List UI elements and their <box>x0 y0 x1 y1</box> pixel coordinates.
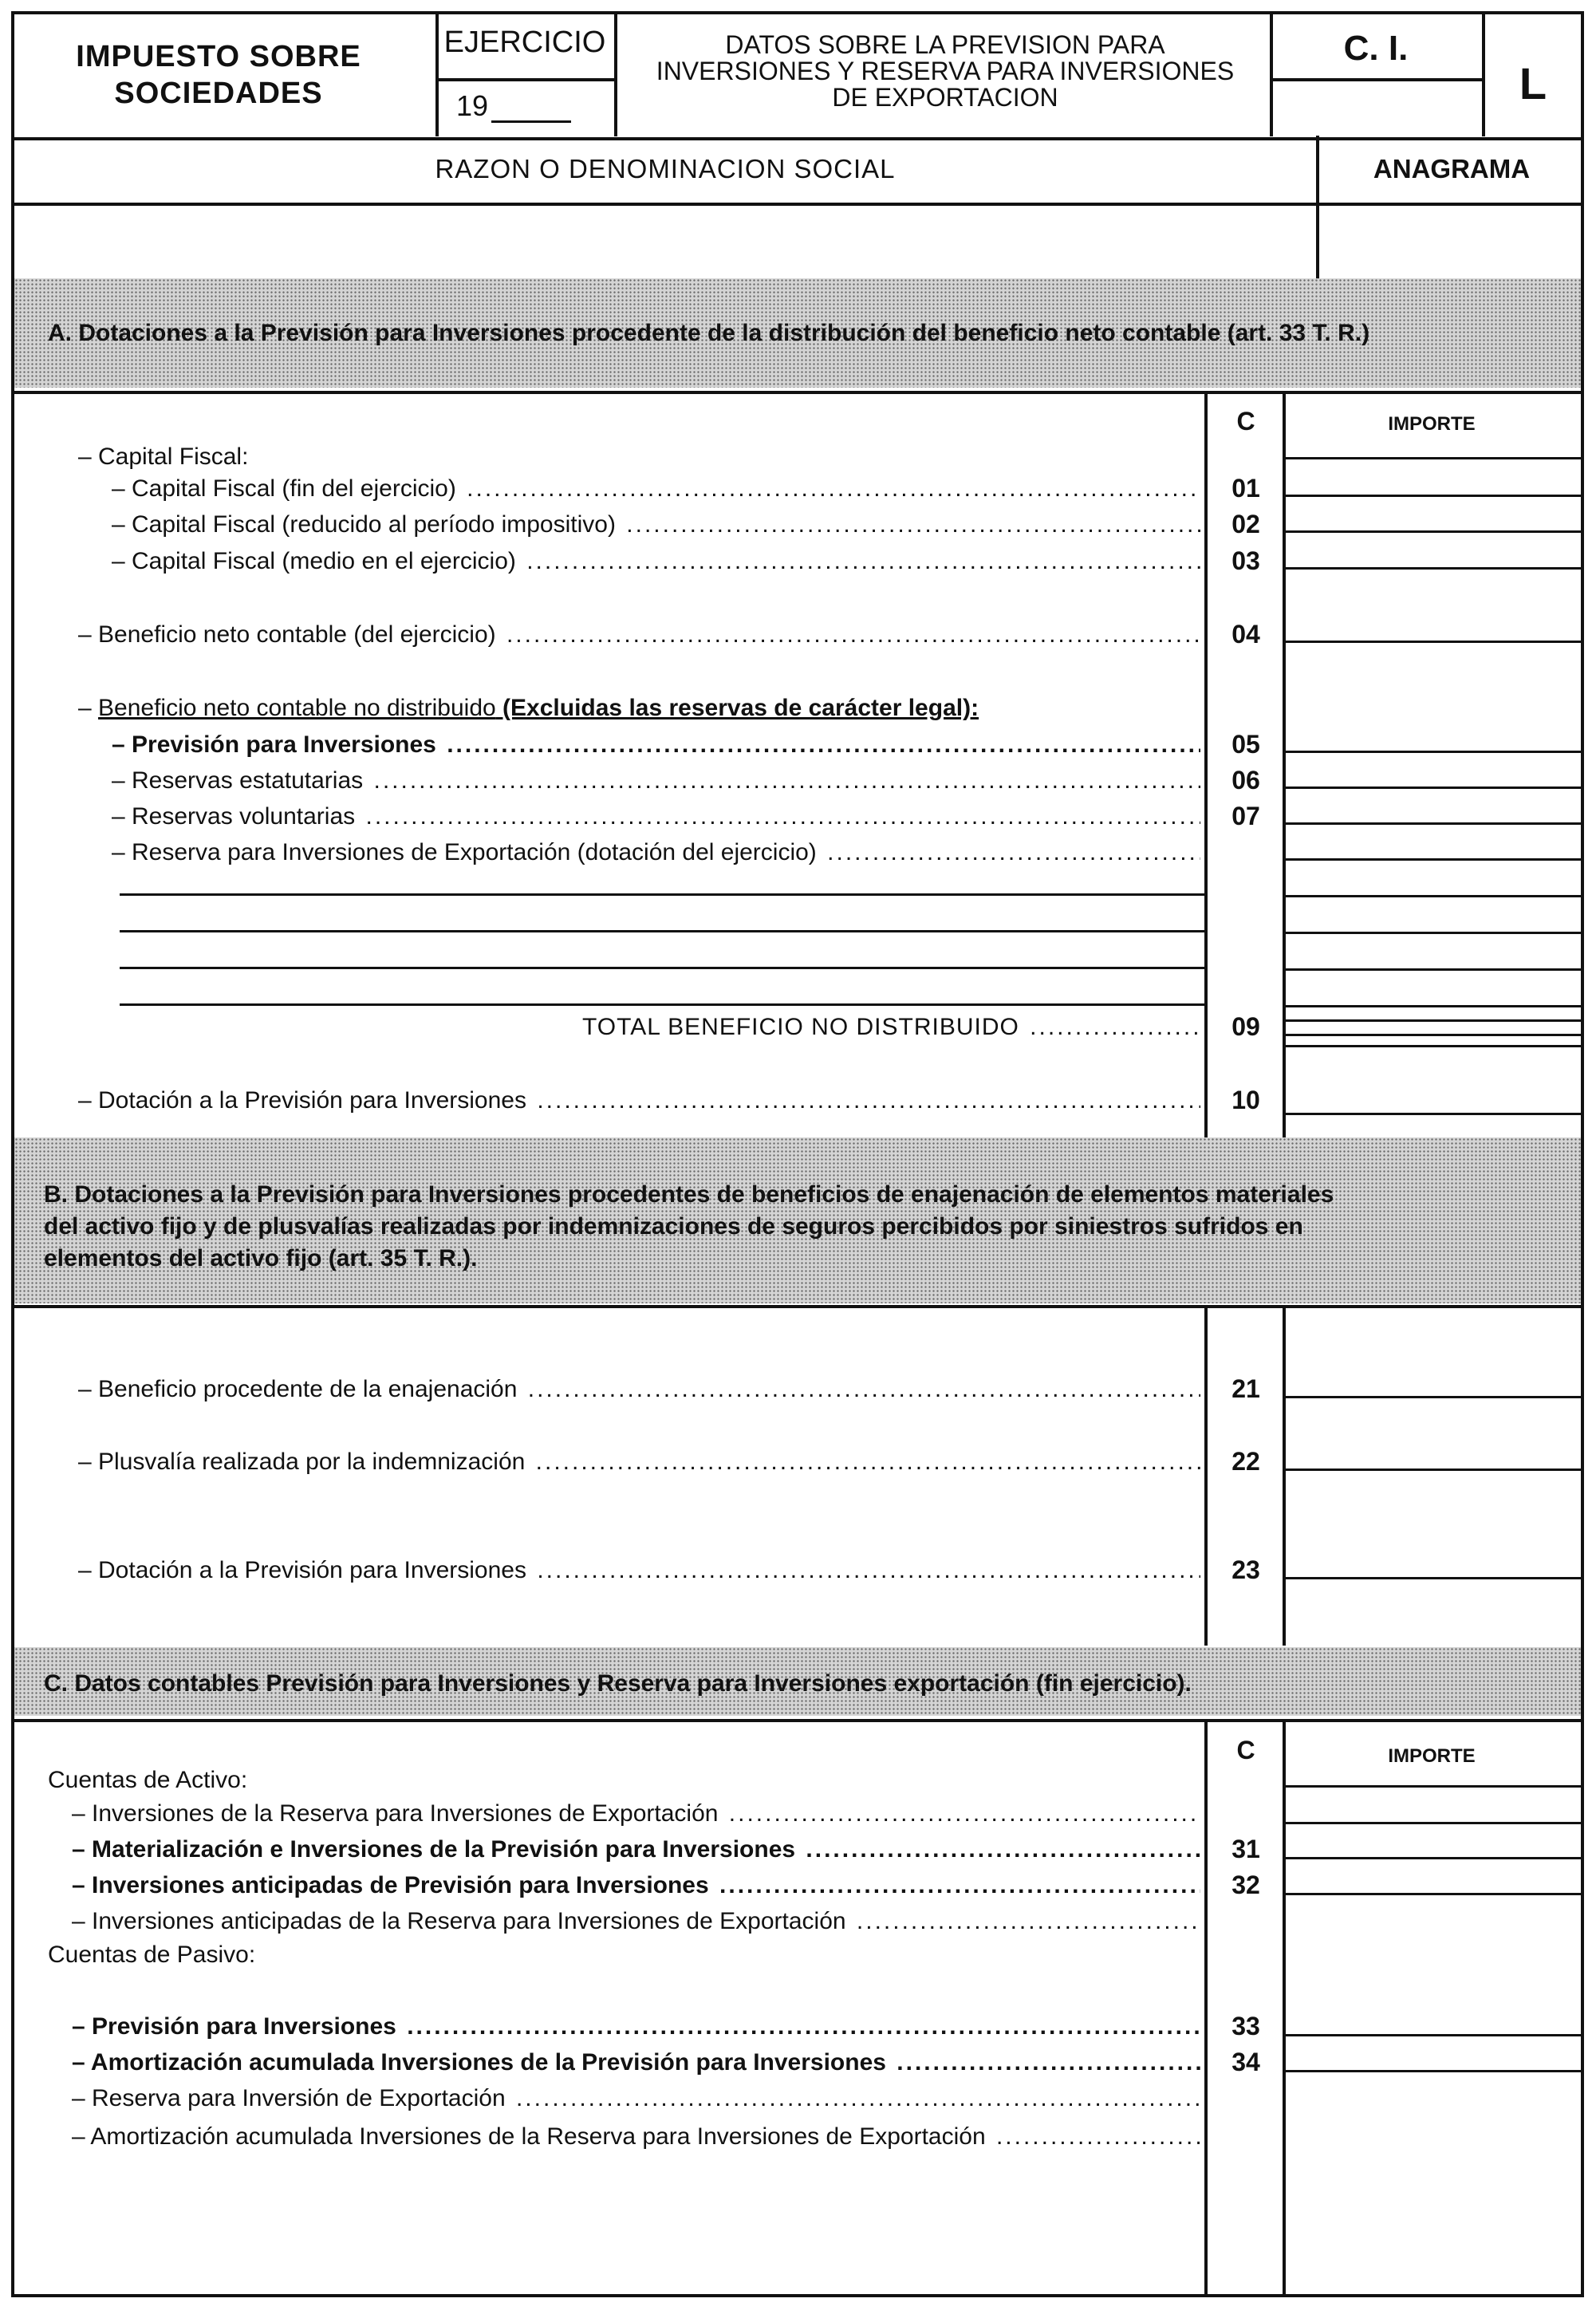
importe-field[interactable] <box>1284 2034 1581 2036</box>
code-32: 32 <box>1231 1871 1260 1899</box>
code-02: 02 <box>1231 510 1260 538</box>
form-letter: L <box>1519 58 1547 108</box>
importe-field[interactable] <box>1284 1893 1581 1895</box>
code-01: 01 <box>1231 474 1260 503</box>
divider <box>14 1305 1581 1308</box>
row-amort-prev: – Amortización acumulada Inversiones de la Previsión para Inversiones ..... <box>72 2048 1200 2077</box>
col-importe-header: IMPORTE <box>1388 1745 1476 1767</box>
importe-field[interactable] <box>1284 2070 1581 2072</box>
row-cf-reducido: – Capital Fiscal (reducido al período impositivo) ..... <box>112 511 1200 539</box>
divider <box>1270 13 1273 136</box>
importe-field[interactable] <box>1284 1113 1581 1115</box>
row-cuentas-pasivo: Cuentas de Pasivo: <box>48 1942 256 1968</box>
divider <box>1283 1719 1286 2297</box>
divider <box>1284 1045 1581 1047</box>
importe-field[interactable] <box>1284 1005 1581 1007</box>
row-anticipadas-prev: – Inversiones anticipadas de Previsión para Inversiones ..... <box>72 1871 1200 1900</box>
divider <box>435 78 616 81</box>
row-inv-reserva: – Inversiones de la Reserva para Inversiones de Exportación ..... <box>72 1800 1200 1828</box>
importe-field[interactable] <box>1284 567 1581 570</box>
divider <box>14 1719 1581 1722</box>
row-cf-medio: – Capital Fiscal (medio en el ejercicio) ..... <box>112 547 1200 576</box>
importe-field[interactable] <box>1284 495 1581 497</box>
row-no-distribuido: – Beneficio neto contable no distribuido (Excluidas las reservas de carácter legal): <box>78 695 979 721</box>
blank-line[interactable] <box>120 967 1204 969</box>
anagrama-label: ANAGRAMA <box>1373 154 1531 183</box>
divider <box>1284 457 1581 459</box>
form-title: IMPUESTO SOBRE SOCIEDADES <box>76 40 361 110</box>
ejercicio-field[interactable]: 19 <box>456 89 571 123</box>
code-03: 03 <box>1231 546 1260 575</box>
code-06: 06 <box>1231 766 1260 794</box>
row-beneficio-neto: – Beneficio neto contable (del ejercicio) ..... <box>78 621 1200 649</box>
code-23: 23 <box>1231 1555 1260 1584</box>
divider <box>14 391 1581 394</box>
row-anticipadas-res: – Inversiones anticipadas de la Reserva para Inversiones de Exportación ..... <box>72 1907 1200 1936</box>
importe-field[interactable] <box>1284 751 1581 753</box>
importe-field[interactable] <box>1284 1857 1581 1859</box>
importe-total-field[interactable] <box>1284 1034 1581 1036</box>
importe-field[interactable] <box>1284 822 1581 825</box>
importe-field[interactable] <box>1284 858 1581 861</box>
row-dotacion-a: – Dotación a la Previsión para Inversiones ..... <box>78 1086 1200 1115</box>
importe-field[interactable] <box>1284 1396 1581 1398</box>
section-c-title: C. Datos contables Previsión para Inversiones y Reserva para Inversiones exportación (fin ejercicio). <box>44 1670 1192 1697</box>
code-10: 10 <box>1231 1086 1260 1114</box>
importe-field[interactable] <box>1284 1822 1581 1824</box>
row-prevision-c: – Previsión para Inversiones ..... <box>72 2013 1200 2041</box>
row-amort-res: – Amortización acumulada Inversiones de la Reserva para Inversiones de Exportación ..... <box>72 2123 1200 2151</box>
code-31: 31 <box>1231 1835 1260 1863</box>
row-total: TOTAL BENEFICIO NO DISTRIBUIDO ..... <box>582 1013 1200 1042</box>
row-reserva-export: – Reserva para Inversiones de Exportación (dotación del ejercicio) ..... <box>112 838 1200 867</box>
importe-field[interactable] <box>1284 968 1581 971</box>
row-capital-fiscal: – Capital Fiscal: <box>78 444 249 470</box>
importe-field[interactable] <box>1284 530 1581 533</box>
importe-field[interactable] <box>1284 641 1581 643</box>
code-34: 34 <box>1231 2048 1260 2076</box>
importe-field[interactable] <box>1284 1468 1581 1471</box>
importe-field[interactable] <box>1284 932 1581 934</box>
importe-field[interactable] <box>1284 895 1581 897</box>
importe-field[interactable] <box>1284 1577 1581 1579</box>
blank-line[interactable] <box>120 930 1204 932</box>
form-subtitle: DATOS SOBRE LA PREVISION PARA INVERSIONES Y RESERVA PARA INVERSIONES DE EXPORTACION <box>656 30 1235 112</box>
row-plusvalia: – Plusvalía realizada por la indemnización ..... <box>78 1448 1200 1476</box>
importe-field[interactable] <box>1284 786 1581 789</box>
code-04: 04 <box>1231 620 1260 649</box>
divider <box>614 13 617 136</box>
col-c-header: C <box>1236 407 1255 436</box>
section-b-title: B. Dotaciones a la Previsión para Inversiones procedentes de beneficios de enajenación de elementos materiales del activo fijo y de plusvalías realizadas por indemnizaciones de seguros percibidos por siniestros sufridos en elementos del activo fijo (art. 35 T. R.). <box>44 1181 1334 1271</box>
code-33: 33 <box>1231 2012 1260 2040</box>
code-07: 07 <box>1231 802 1260 830</box>
row-materializacion: – Materialización e Inversiones de la Previsión para Inversiones ..... <box>72 1835 1200 1864</box>
row-reserva-c: – Reserva para Inversión de Exportación ..... <box>72 2084 1200 2113</box>
row-beneficio-enajenacion: – Beneficio procedente de la enajenación ..... <box>78 1375 1200 1404</box>
code-21: 21 <box>1231 1374 1260 1403</box>
divider <box>1284 1785 1581 1788</box>
razon-social-field[interactable] <box>14 204 1314 276</box>
row-estatutarias: – Reservas estatutarias ..... <box>112 767 1200 795</box>
col-c-header: C <box>1236 1736 1255 1764</box>
blank-line[interactable] <box>120 1003 1204 1006</box>
razon-social-label: RAZON O DENOMINACION SOCIAL <box>435 154 896 183</box>
blank-line[interactable] <box>120 893 1204 896</box>
code-09: 09 <box>1231 1012 1260 1041</box>
row-cuentas-activo: Cuentas de Activo: <box>48 1767 248 1793</box>
divider <box>1204 1719 1208 2297</box>
code-22: 22 <box>1231 1447 1260 1476</box>
col-importe-header: IMPORTE <box>1388 413 1476 435</box>
anagrama-field[interactable] <box>1321 204 1579 276</box>
ejercicio-label: EJERCICIO <box>443 26 606 59</box>
row-dotacion-b: – Dotación a la Previsión para Inversiones ..... <box>78 1556 1200 1585</box>
code-05: 05 <box>1231 730 1260 759</box>
divider <box>1270 78 1484 81</box>
section-a-title: A. Dotaciones a la Previsión para Inversiones procedente de la distribución del beneficio neto contable (art. 33 T. R.) <box>48 320 1370 346</box>
row-cf-fin: – Capital Fiscal (fin del ejercicio) ..... <box>112 475 1200 503</box>
ci-label: C. I. <box>1343 29 1409 68</box>
row-prevision: – Previsión para Inversiones ..... <box>112 731 1200 759</box>
divider <box>14 137 1581 140</box>
row-voluntarias: – Reservas voluntarias ..... <box>112 802 1200 831</box>
importe-field[interactable] <box>1284 1019 1581 1022</box>
